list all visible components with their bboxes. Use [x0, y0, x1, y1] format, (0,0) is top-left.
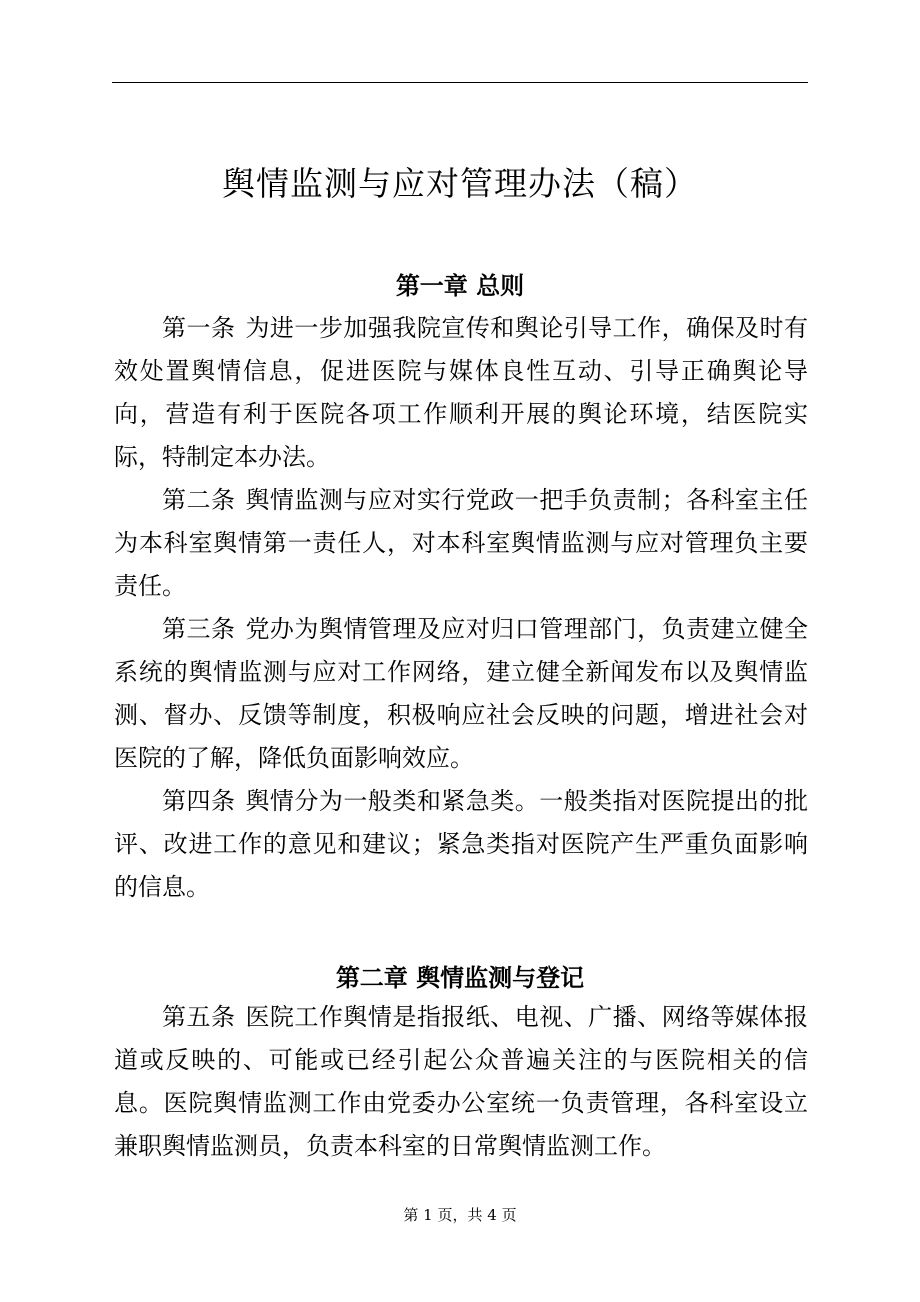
page-footer: 第 1 页，共 4 页: [403, 1206, 517, 1224]
article-label: 第二条: [162, 486, 236, 514]
article-text: 舆情分为一般类和紧急类。一般类指对医院提出的批评、改进工作的意见和建议；紧急类指对医院产生严重负面影响的信息。: [114, 787, 809, 901]
article-3: [114, 608, 808, 780]
article-text: 党办为舆情管理及应对归口管理部门，负责建立健全系统的舆情监测与应对工作网络，建立健全新闻发布以及舆情监测、督办、反馈等制度，积极响应社会反映的问题，增进社会对医院的了解，降低负面影响效应。: [114, 615, 809, 772]
article-label: 第三条: [162, 615, 236, 643]
article-text: 舆情监测与应对实行党政一把手负责制；各科室主任为本科室舆情第一责任人，对本科室舆情监测与应对管理负主要责任。: [114, 486, 809, 600]
article-label: 第一条: [162, 314, 236, 342]
article-4: [114, 780, 808, 909]
article-label: 第四条: [162, 787, 236, 815]
document-title: 舆情监测与应对管理办法（稿）: [222, 164, 698, 203]
article-1: [114, 307, 808, 479]
article-text: 医院工作舆情是指报纸、电视、广播、网络等媒体报道或反映的、可能或已经引起公众普遍关注的与医院相关的信息。医院舆情监测工作由党委办公室统一负责管理，各科室设立兼职舆情监测员，负责本科室的日常舆情监测工作。: [114, 1003, 809, 1160]
article-label: 第五条: [162, 1003, 236, 1031]
article-5: [114, 996, 808, 1168]
article-text: 为进一步加强我院宣传和舆论引导工作，确保及时有效处置舆情信息，促进医院与媒体良性互动、引导正确舆论导向，营造有利于医院各项工作顺利开展的舆论环境，结医院实际，特制定本办法。: [114, 314, 809, 471]
chapter-2-heading: 第二章 舆情监测与登记: [335, 964, 585, 992]
article-2: [114, 479, 808, 608]
chapter-1-heading: 第一章 总则: [395, 272, 525, 300]
header-rule: [112, 82, 808, 83]
